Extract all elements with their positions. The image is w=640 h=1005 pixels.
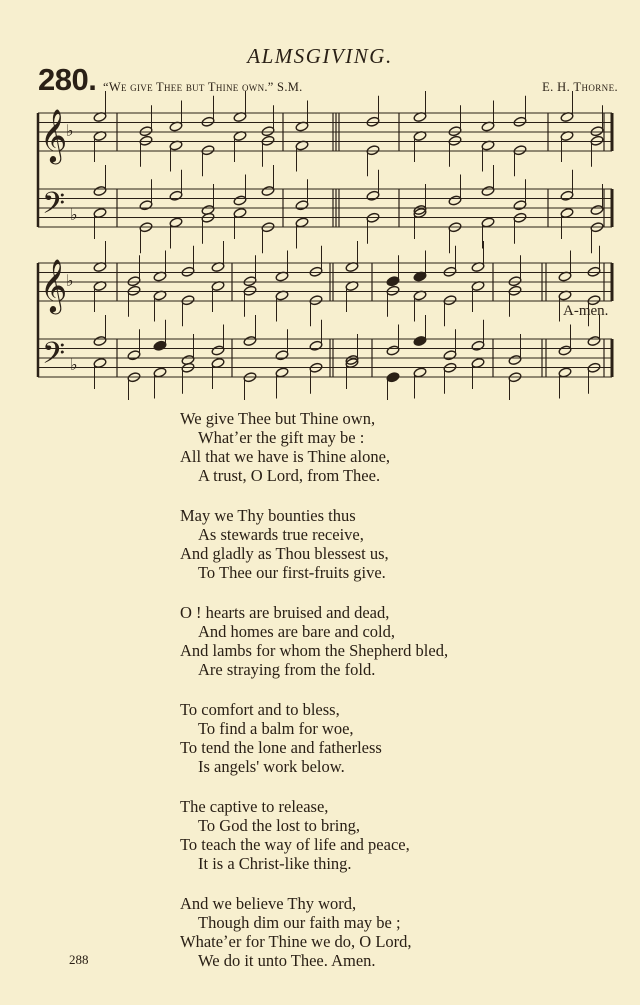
music-score bbox=[0, 0, 640, 400]
note-head bbox=[471, 357, 485, 368]
verse bbox=[180, 506, 448, 582]
note-head bbox=[508, 354, 522, 365]
note-head bbox=[513, 200, 527, 211]
note-head bbox=[295, 217, 309, 228]
verse-line: And we believe Thy word, bbox=[180, 894, 357, 913]
flat-icon: ♭ bbox=[70, 205, 78, 224]
note-head bbox=[169, 217, 183, 228]
note-head bbox=[386, 345, 400, 356]
note-head bbox=[243, 276, 257, 287]
note-head bbox=[181, 295, 195, 306]
note-head bbox=[153, 340, 167, 351]
note-head bbox=[139, 200, 153, 211]
note-head bbox=[587, 266, 601, 277]
verse-line: A trust, O Lord, from Thee. bbox=[198, 466, 381, 485]
note-head bbox=[261, 126, 275, 137]
note-head bbox=[590, 135, 604, 146]
note-head bbox=[366, 190, 380, 201]
verse-line: Is angels' work below. bbox=[198, 757, 345, 776]
note-head bbox=[275, 350, 289, 361]
treble-clef-icon: 𝄞 bbox=[40, 108, 68, 162]
note-head bbox=[590, 126, 604, 137]
note-head bbox=[93, 357, 107, 368]
note-head bbox=[560, 190, 574, 201]
note-head bbox=[309, 266, 323, 277]
verse-line: To comfort and to bless, bbox=[180, 700, 340, 719]
note-head bbox=[93, 185, 107, 196]
note-head bbox=[127, 350, 141, 361]
verse-line: As stewards true receive, bbox=[198, 525, 364, 544]
note-head bbox=[309, 340, 323, 351]
hymn-verses bbox=[180, 409, 448, 991]
note-head bbox=[233, 207, 247, 218]
note-head bbox=[413, 335, 427, 346]
note-head bbox=[243, 285, 257, 296]
verse-line: All that we have is Thine alone, bbox=[180, 447, 391, 466]
flat-icon: ♭ bbox=[66, 121, 74, 140]
note-head bbox=[211, 345, 225, 356]
note-head bbox=[366, 116, 380, 127]
note-head bbox=[261, 185, 275, 196]
hymn-number: 280. bbox=[38, 62, 97, 97]
note-head bbox=[139, 135, 153, 146]
note-head bbox=[448, 135, 462, 146]
note-head bbox=[471, 340, 485, 351]
flat-icon: ♭ bbox=[70, 355, 78, 374]
verse-line: Though dim our faith may be ; bbox=[198, 913, 401, 932]
bass-clef-icon: 𝄢 bbox=[42, 187, 66, 228]
amen-label: A-men. bbox=[563, 303, 609, 319]
verse bbox=[180, 409, 448, 485]
note-head bbox=[513, 116, 527, 127]
verse-line: To teach the way of life and peace, bbox=[180, 835, 410, 854]
verse-line: And gladly as Thou blessest us, bbox=[180, 544, 389, 563]
note-head bbox=[443, 350, 457, 361]
verse-line: And lambs for whom the Shepherd bled, bbox=[180, 641, 449, 660]
verse-line: May we Thy bounties thus bbox=[180, 506, 356, 525]
verse-line: Whateʼer for Thine we do, O Lord, bbox=[180, 932, 412, 951]
note-head bbox=[275, 367, 289, 378]
note-head bbox=[127, 285, 141, 296]
note-head bbox=[201, 116, 215, 127]
note-head bbox=[513, 145, 527, 156]
note-head bbox=[169, 190, 183, 201]
composer-name: E. H. Thorne. bbox=[542, 80, 618, 94]
note-head bbox=[558, 367, 572, 378]
note-head bbox=[443, 295, 457, 306]
verse-line: To Thee our first-fruits give. bbox=[198, 563, 386, 582]
verse bbox=[180, 894, 448, 970]
verse bbox=[180, 700, 448, 776]
note-head bbox=[587, 335, 601, 346]
note-head bbox=[366, 145, 380, 156]
note-head bbox=[211, 357, 225, 368]
note-head bbox=[201, 145, 215, 156]
note-head bbox=[386, 276, 400, 287]
bass-clef-icon: 𝄢 bbox=[42, 337, 66, 378]
verse bbox=[180, 797, 448, 873]
note-head bbox=[93, 335, 107, 346]
verse-line: And homes are bare and cold, bbox=[198, 622, 396, 641]
note-head bbox=[508, 276, 522, 287]
verse-line: We do it unto Thee. Amen. bbox=[198, 951, 376, 970]
note-head bbox=[181, 266, 195, 277]
verse bbox=[180, 603, 448, 679]
verse-line: We give Thee but Thine own, bbox=[180, 409, 376, 428]
note-head bbox=[243, 335, 257, 346]
note-head bbox=[443, 266, 457, 277]
verse-line: To God the lost to bring, bbox=[198, 816, 361, 835]
note-head bbox=[309, 295, 323, 306]
note-head bbox=[448, 195, 462, 206]
flat-icon: ♭ bbox=[66, 271, 74, 290]
verse-line: Whatʼer the gift may be : bbox=[198, 428, 365, 447]
note-head bbox=[153, 367, 167, 378]
section-title: ALMSGIVING. bbox=[247, 44, 393, 68]
note-head bbox=[448, 126, 462, 137]
note-head bbox=[261, 135, 275, 146]
note-head bbox=[560, 207, 574, 218]
hymn-first-line-caption: “We give Thee but Thine own.” S.M. bbox=[103, 80, 303, 94]
page-number: 288 bbox=[69, 952, 89, 967]
note-head bbox=[590, 204, 604, 215]
note-head bbox=[508, 285, 522, 296]
note-head bbox=[295, 200, 309, 211]
verse-line: Are straying from the fold. bbox=[198, 660, 376, 679]
verse-line: The captive to release, bbox=[180, 797, 329, 816]
note-head bbox=[413, 367, 427, 378]
note-head bbox=[481, 185, 495, 196]
verse-line: To find a balm for woe, bbox=[198, 719, 354, 738]
verse-line: To tend the lone and fatherless bbox=[180, 738, 382, 757]
note-head bbox=[233, 195, 247, 206]
note-head bbox=[386, 285, 400, 296]
note-head bbox=[93, 207, 107, 218]
note-head bbox=[481, 217, 495, 228]
note-head bbox=[139, 126, 153, 137]
verse-line: O ! hearts are bruised and dead, bbox=[180, 603, 390, 622]
note-head bbox=[386, 372, 400, 383]
note-head bbox=[127, 276, 141, 287]
treble-clef-icon: 𝄞 bbox=[40, 258, 68, 312]
note-head bbox=[558, 345, 572, 356]
verse-line: It is a Christ-like thing. bbox=[198, 854, 352, 873]
